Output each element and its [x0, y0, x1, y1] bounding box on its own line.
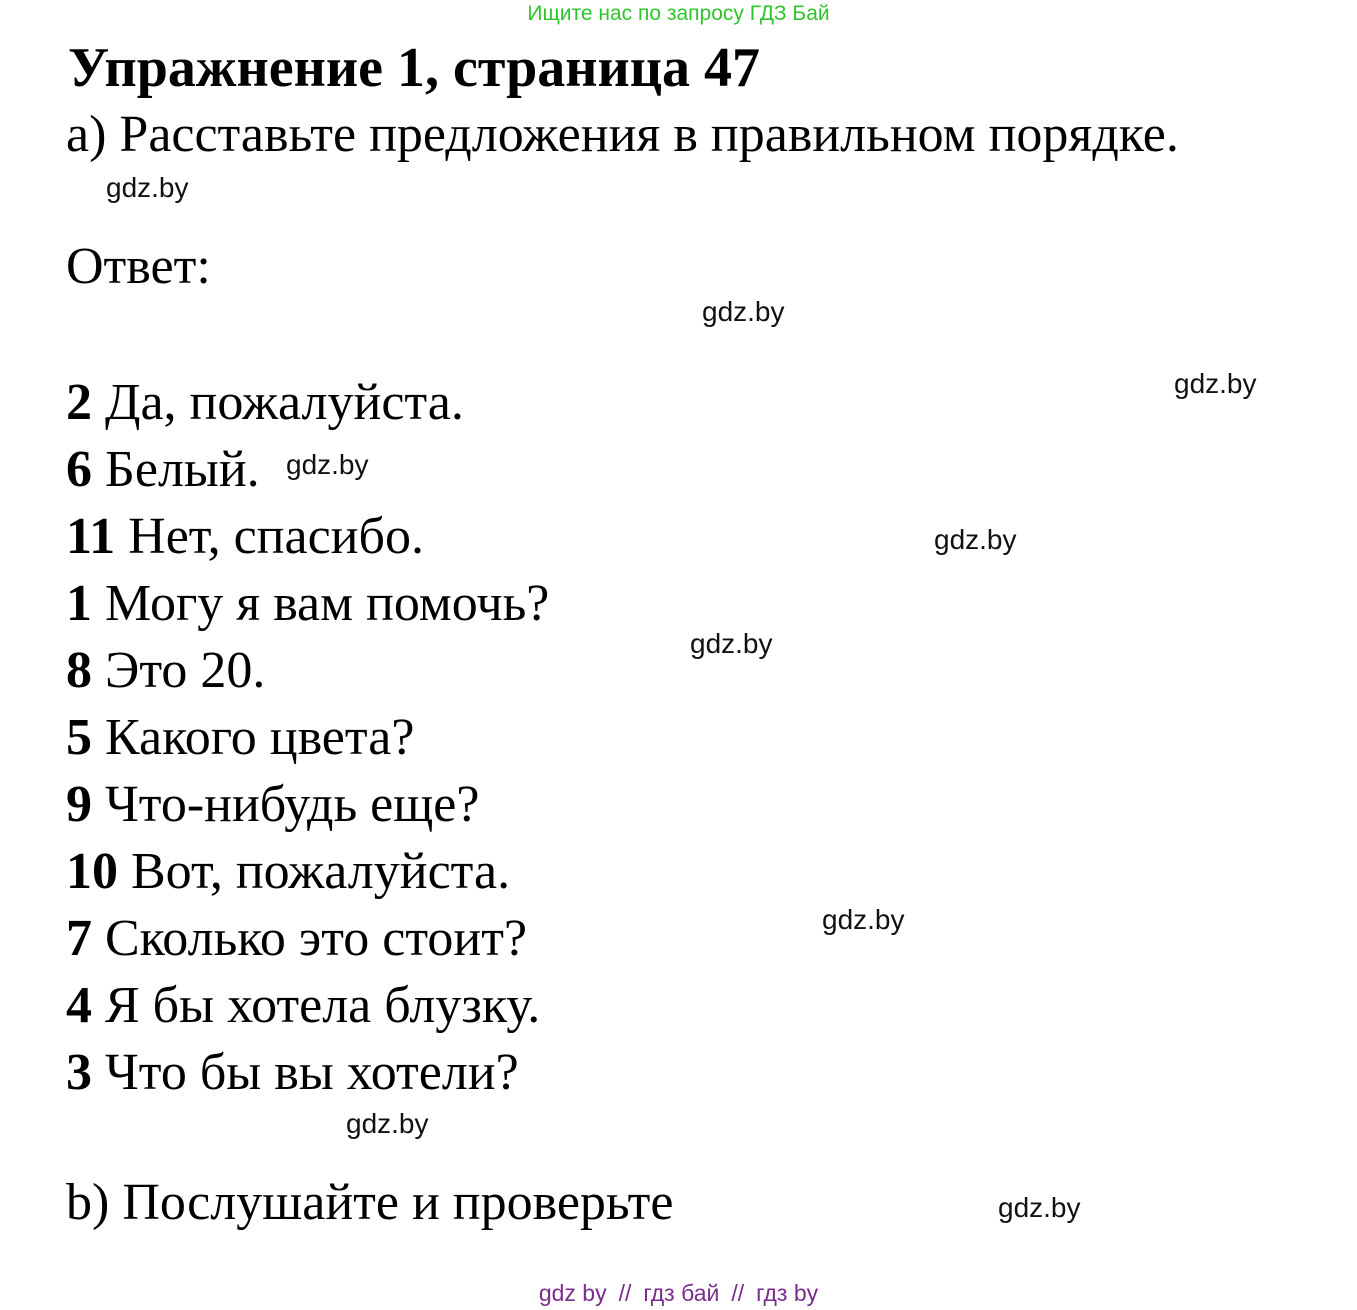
sentence-item	[66, 637, 549, 704]
sentence-item	[66, 905, 549, 972]
sentence-text: Я бы хотела блузку.	[105, 977, 541, 1034]
sentence-number: 1	[66, 575, 92, 632]
sentence-number: 10	[66, 843, 118, 900]
sentence-item	[66, 771, 549, 838]
sentence-number: 8	[66, 642, 92, 699]
footer-separator: //	[731, 1280, 745, 1306]
sentence-text: Да, пожалуйста.	[105, 374, 464, 431]
sentence-text: Что-нибудь еще?	[105, 776, 480, 833]
watermark: gdz.by	[822, 904, 905, 935]
sentence-item	[66, 570, 549, 637]
task-a-instruction: a) Расставьте предложения в правильном порядке.	[66, 106, 1179, 163]
sentence-number: 6	[66, 441, 92, 498]
task-b-instruction: b) Послушайте и проверьте	[66, 1174, 674, 1231]
sentence-text: Вот, пожалуйста.	[131, 843, 511, 900]
watermark: gdz.by	[1174, 368, 1257, 399]
footer-link[interactable]: gdz by	[538, 1280, 607, 1306]
sentence-number: 9	[66, 776, 92, 833]
answer-label: Ответ:	[66, 238, 211, 295]
footer-link[interactable]: гдз by	[756, 1280, 819, 1306]
sentence-number: 4	[66, 977, 92, 1034]
footer-links	[0, 1278, 1357, 1308]
top-search-note: Ищите нас по запросу ГДЗ Бай	[527, 2, 830, 25]
sentence-item	[66, 972, 549, 1039]
sentence-number: 7	[66, 910, 92, 967]
sentence-text: Могу я вам помочь?	[105, 575, 550, 632]
sentence-text: Нет, спасибо.	[128, 508, 424, 565]
sentence-text: Сколько это стоит?	[105, 910, 528, 967]
watermark: gdz.by	[702, 296, 785, 327]
sentence-text: Это 20.	[105, 642, 266, 699]
sentence-text: Что бы вы хотели?	[105, 1044, 519, 1101]
watermark: gdz.by	[106, 172, 189, 203]
sentence-number: 3	[66, 1044, 92, 1101]
sentence-text: Какого цвета?	[105, 709, 415, 766]
sentence-number: 11	[66, 508, 116, 565]
sentence-item	[66, 1039, 549, 1106]
sentence-text: Белый.	[105, 441, 260, 498]
watermark: gdz.by	[286, 449, 369, 480]
sentence-item	[66, 704, 549, 771]
watermark: gdz.by	[934, 524, 1017, 555]
sentence-item	[66, 369, 549, 436]
watermark: gdz.by	[346, 1108, 429, 1139]
footer-link[interactable]: гдз бай	[643, 1280, 720, 1306]
sentence-item	[66, 503, 549, 570]
sentence-number: 2	[66, 374, 92, 431]
exercise-title: Упражнение 1, страница 47	[68, 37, 761, 99]
footer-separator: //	[618, 1280, 632, 1306]
watermark: gdz.by	[690, 628, 773, 659]
sentence-number: 5	[66, 709, 92, 766]
watermark: gdz.by	[998, 1192, 1081, 1223]
sentence-item	[66, 838, 549, 905]
